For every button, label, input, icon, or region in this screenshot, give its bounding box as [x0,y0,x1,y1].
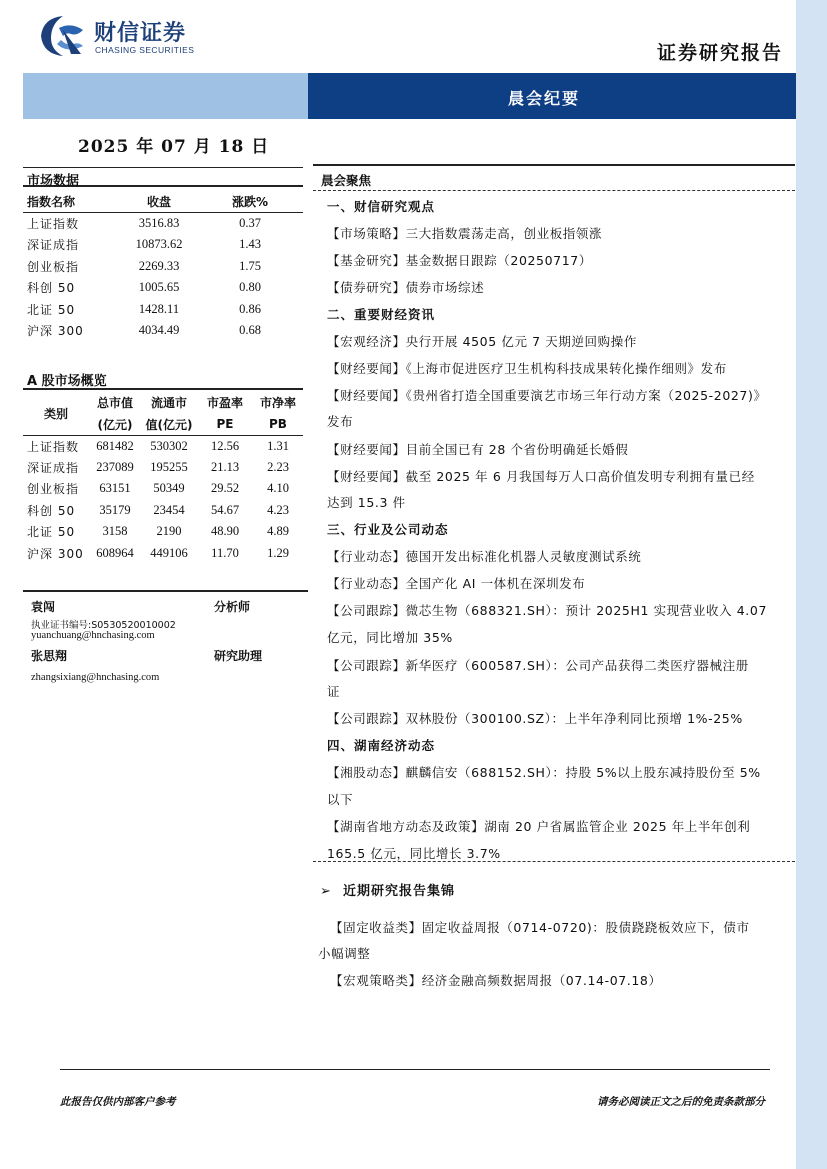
analyst-name: 袁闯 [31,600,56,614]
table-row: 北证 50 1428.11 0.86 [27,301,261,317]
list-item: 【债券研究】债券市场综述 [327,280,485,295]
table-header-row [23,191,303,213]
assistant-role: 研究助理 [214,649,263,663]
list-item: 【财经要闻】截至 2025 年 6 月我国每万人口高价值发明专利拥有量已经 [327,469,755,484]
list-item: 【湘股动态】麒麟信安（688152.SH）：持股 5%以上股东减持股份至 5% [327,765,761,780]
arrow-bullet-icon: ➢ [320,884,332,899]
list-item: 【市场策略】三大指数震荡走高，创业板指领涨 [327,226,603,241]
table-row: 上证指数 3516.83 0.37 [27,216,261,231]
section-heading: 四、湖南经济动态 [327,738,436,753]
col-pb-unit: PB [269,417,287,431]
company-logo [37,14,195,60]
list-item: 【公司跟踪】微芯生物（688321.SH）：预计 2025H1 实现营业收入 4.07 [327,603,767,618]
list-item: 【公司跟踪】新华医疗（600587.SH）：公司产品获得二类医疗器械注册 [327,658,749,673]
table-row: 创业板指 63151 50349 29.52 4.10 [27,481,289,497]
focus-heading: 晨会聚焦 [313,164,795,191]
list-item: 【固定收益类】固定收益周报（0714-0720)：股债跷跷板效应下，债市 [330,920,750,935]
ashare-overview-heading: A 股市场概览 [23,366,303,390]
col-category: 类别 [23,392,89,435]
col-change: 涨跌% [231,195,269,209]
list-item: 【财经要闻】《贵州省打造全国重要演艺市场三年行动方案（2025-2027)》 [327,388,767,403]
list-item: 【基金研究】基金数据日跟踪（20250717） [327,253,592,268]
table-row: 科创 50 1005.65 0.80 [27,280,261,296]
list-item: 【湖南省地方动态及政策】湖南 20 户省属监管企业 2025 年上半年创利 [327,819,751,834]
logo-mark-icon [37,14,87,58]
assistant-name: 张思翔 [31,649,68,663]
section-heading: 三、行业及公司动态 [327,522,449,537]
col-float-unit: 值(亿元) [145,417,193,432]
table-row: 北证 50 3158 2190 48.90 4.89 [27,524,289,540]
col-close: 收盘 [146,195,171,209]
market-data-table [23,191,303,342]
analyst-email: yuanchuang@hnchasing.com [31,630,155,641]
list-item: 【财经要闻】目前全国已有 28 个省份明确延长婚假 [327,442,629,457]
analyst-block [23,590,308,695]
ashare-overview-table [23,392,303,564]
list-item-continued: 证 [327,684,341,699]
market-data-heading: 市场数据 [23,167,303,187]
list-item: 【行业动态】德国开发出标准化机器人灵敏度测试系统 [327,549,642,564]
table-row: 上证指数 681482 530302 12.56 1.31 [27,438,289,454]
footer-disclaimer-note: 请务必阅读正文之后的免责条款部分 [597,1096,765,1108]
recent-reports-heading: ➢ 近期研究报告集锦 [320,884,455,899]
title-banner [23,73,796,119]
col-pb: 市净率 [259,396,296,411]
analyst-cert: 执业证书编号:S0530520010002 [31,620,176,631]
col-float: 流通市 [150,396,187,411]
list-item-continued: 发布 [327,414,354,429]
table-row: 创业板指 2269.33 1.75 [27,258,261,274]
list-item-continued: 以下 [327,792,354,807]
list-item-continued: 小幅调整 [318,946,371,961]
col-index-name: 指数名称 [27,195,76,209]
list-item-continued: 165.5 亿元，同比增长 3.7% [327,846,501,861]
list-item: 【财经要闻】《上海市促进医疗卫生机构科技成果转化操作细则》发布 [327,361,727,376]
table-row: 深证成指 237089 195255 21.13 2.23 [27,459,289,475]
col-mktcap-unit: (亿元) [97,417,133,432]
list-item: 【宏观经济】央行开展 4505 亿元 7 天期逆回购操作 [327,334,637,349]
section-heading: 一、财信研究观点 [327,199,436,214]
footer-rule [60,1069,770,1070]
col-mktcap: 总市值 [96,396,133,411]
report-date: 2025 年 07 月 18 日 [78,137,270,157]
table-row: 科创 50 35179 23454 54.67 4.23 [27,502,289,518]
list-item: 【公司跟踪】双林股份（300100.SZ）：上半年净利同比预增 1%-25% [327,711,743,726]
banner-light-block [23,73,308,119]
footer-left-note: 此报告仅供内部客户参考 [60,1096,176,1108]
col-pe: 市盈率 [206,396,243,411]
table-header-row [23,392,303,414]
banner-title: 晨会纪要 [508,89,581,108]
list-item-continued: 亿元，同比增加 35% [327,630,453,645]
list-item: 【宏观策略类】经济金融高频数据周报（07.14-07.18） [330,973,662,988]
report-type: 证券研究报告 [656,42,783,64]
table-row: 沪深 300 4034.49 0.68 [27,323,261,339]
side-band [796,0,827,1169]
col-pe-unit: PE [216,417,234,431]
logo-english-name: CHASING SECURITIES [95,45,195,55]
logo-chinese-name: 财信证券 [94,21,187,46]
list-item-continued: 达到 15.3 件 [327,495,406,510]
section-heading: 二、重要财经资讯 [327,307,436,322]
focus-end-rule [313,861,795,862]
table-row: 沪深 300 608964 449106 11.70 1.29 [27,545,289,561]
assistant-email: zhangsixiang@hnchasing.com [31,672,160,683]
table-row: 深证成指 10873.62 1.43 [27,237,261,253]
list-item: 【行业动态】全国产化 AI 一体机在深圳发布 [327,576,586,591]
analyst-role: 分析师 [214,600,251,614]
